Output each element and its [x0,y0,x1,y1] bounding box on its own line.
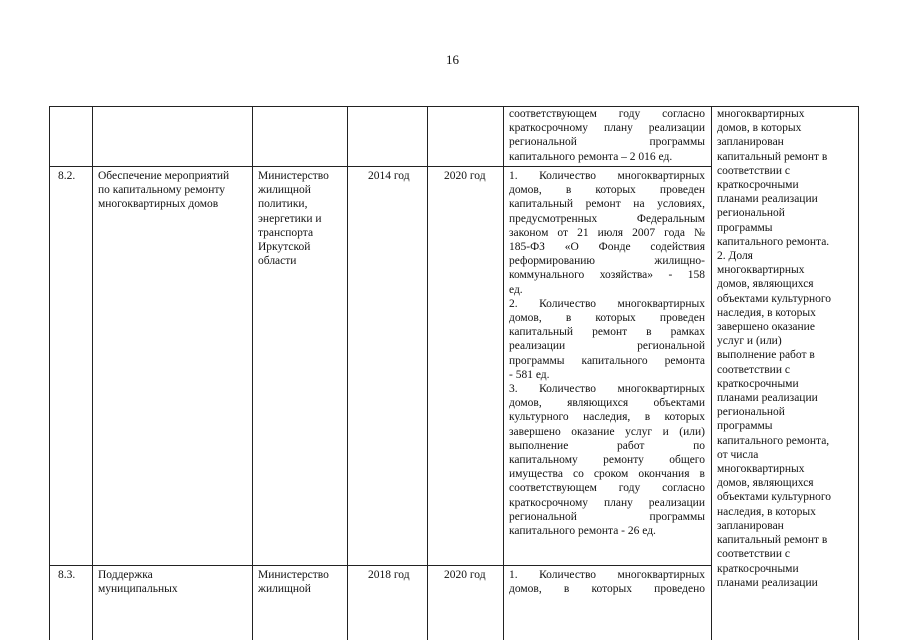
text-line: домов, в которых [717,122,802,135]
expected-results [717,107,857,590]
text-line: капитального ремонта. [717,235,830,248]
row-number: 8.2. [58,170,76,182]
text-line: законом от 21 июля 2007 года № [509,226,705,239]
text-line: капитального ремонта - 26 ед. [509,525,656,538]
text-line: Обеспечение мероприятий [98,170,230,182]
text-line: объектами культурного [717,292,832,305]
text-line: 1. Количество многоквартирных [509,569,705,581]
col-border-end [503,106,504,640]
text-line: соответствии с [717,164,790,177]
text-line: Поддержка [98,569,153,581]
text-line: капитального ремонта, [717,434,830,447]
text-line: реализации региональной [509,340,705,353]
text-line: капитальный ремонт в рамках [509,326,705,339]
text-line: планами реализации [717,392,818,405]
text-line: домов, являющихся [717,477,814,490]
text-line: капитального ремонта – 2 016 ед. [509,150,673,163]
text-line: Министерство [258,569,329,581]
text-line: Иркутской [258,241,311,254]
text-line: региональной программы [509,136,705,149]
text-line: соответствующем году согласно [509,482,705,495]
text-line: Министерство [258,170,329,182]
measure-name [98,568,250,596]
text-line: краткосрочными [717,179,799,192]
executor [258,169,344,268]
text-line: программы [717,221,773,234]
text-line: завершено оказание услуг и (или) [509,425,705,438]
col-border-start [427,106,428,640]
end-year: 2020 год [444,569,486,581]
start-year: 2018 год [368,569,410,581]
text-line: культурного наследия, в которых [509,411,705,424]
text-line: соответствии с [717,548,790,561]
col-border-num [92,106,93,640]
text-line: соответствующем году согласно [509,108,705,120]
text-line: предусмотренных Федеральным [509,212,705,225]
text-line: многоквартирных [717,264,805,277]
text-line: многоквартирных [717,463,805,476]
text-line: 1. Количество многоквартирных [509,170,705,182]
col-border-executor [347,106,348,640]
row-divider-8-2 [49,166,711,167]
text-line: капитальный ремонт в [717,150,828,163]
text-line: программы капитального ремонта [509,354,705,367]
text-line: наследия, в которых [717,505,816,518]
indicators [509,568,705,596]
text-line: завершено оказание [717,321,815,334]
text-line: жилищной [258,184,311,197]
text-line: транспорта [258,226,314,239]
text-line: имущества со сроком окончания в [509,468,705,481]
text-line: по капитальному ремонту [98,184,226,197]
col-border-right [858,106,859,640]
text-line: многоквартирных домов [98,198,219,211]
text-line: домов, в которых проведен [509,312,705,325]
col-border-indicators [711,106,712,640]
text-line: коммунального хозяйства» - 158 [509,269,705,282]
row-number: 8.3. [58,569,76,581]
text-line: краткосрочному плану реализации [509,496,705,509]
text-line: политики, [258,198,308,211]
text-line: от числа [717,448,759,461]
text-line: выполнение работ в [717,349,815,362]
text-line: программы [717,420,773,433]
text-line: 3. Количество многоквартирных [509,383,705,396]
end-year: 2020 год [444,170,486,182]
text-line: области [258,255,297,268]
text-line: выполнение работ по [509,439,705,452]
text-line: запланирован [717,519,784,532]
text-line: - 581 ед. [509,368,550,381]
executor [258,568,344,596]
text-line: наследия, в которых [717,306,816,319]
indicators [509,169,705,538]
text-line: домов, являющихся объектами [509,397,705,410]
text-line: региональной программы [509,510,705,523]
text-line: 2. Количество многоквартирных [509,297,705,310]
text-line: краткосрочными [717,377,799,390]
text-line: домов, являющихся [717,278,814,291]
text-line: региональной [717,406,785,419]
text-line: планами реализации [717,193,818,206]
text-line: 2. Доля [717,250,753,263]
text-line: многоквартирных [717,108,805,120]
text-line: запланирован [717,136,784,149]
row-divider-8-3 [49,565,711,566]
text-line: капитальный ремонт в [717,534,828,547]
start-year: 2014 год [368,170,410,182]
col-border-left [49,106,50,640]
text-line: капитальному ремонту общего [509,454,705,467]
text-line: муниципальных [98,583,178,596]
text-line: объектами культурного [717,491,832,504]
carryover-plan-text [509,107,705,164]
text-line: краткосрочному плану реализации [509,122,705,135]
text-line: региональной [717,207,785,220]
text-line: услуг и (или) [717,335,782,348]
page-number: 16 [446,52,459,67]
text-line: домов, в которых проведен [509,184,705,197]
text-line: 185-ФЗ «О Фонде содействия [509,241,705,254]
text-line: жилищной [258,583,311,596]
text-line: соответствии с [717,363,790,376]
text-line: ед. [509,283,523,296]
col-border-name [252,106,253,640]
text-line: энергетики и [258,212,322,225]
text-line: капитальный ремонт на условиях, [509,198,705,211]
text-line: домов, в которых проведено [509,583,705,596]
text-line: краткосрочными [717,562,799,575]
measure-name [98,169,250,212]
text-line: планами реализации [717,576,818,589]
text-line: реформированию жилищно- [509,255,705,268]
